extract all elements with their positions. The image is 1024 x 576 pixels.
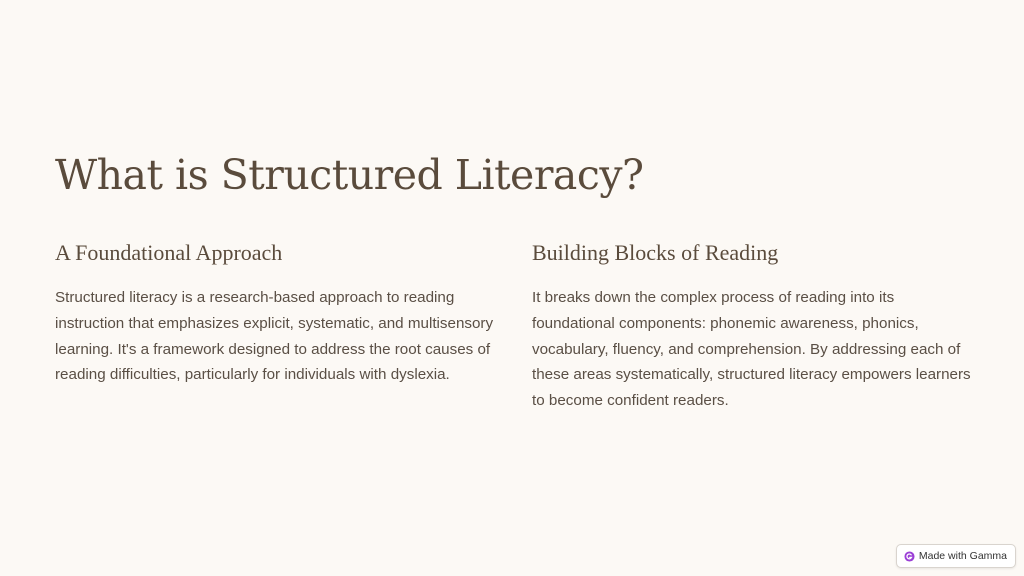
column-foundational-approach [55, 238, 495, 388]
gamma-logo-icon [904, 551, 915, 562]
column-building-blocks [532, 238, 972, 414]
column-body: Structured literacy is a research-based approach to reading instruction that emphasizes explicit, systematic, and multisensory learning. It's a framework designed to address the root causes of reading difficulties, particularly for individuals with dyslexia. [55, 289, 494, 384]
badge-label: Made with Gamma [918, 550, 1007, 562]
column-heading: Building Blocks of Reading [532, 240, 779, 265]
made-with-gamma-badge[interactable] [896, 544, 1016, 568]
column-heading: A Foundational Approach [55, 240, 283, 265]
column-body: It breaks down the complex process of reading into its foundational components: phonemic awareness, phonics, vocabulary, fluency, and comprehension. By addressing each of these areas systematically, structured literacy empowers learners to become confident readers. [532, 289, 971, 410]
slide-title: What is Structured Literacy? [55, 151, 644, 199]
